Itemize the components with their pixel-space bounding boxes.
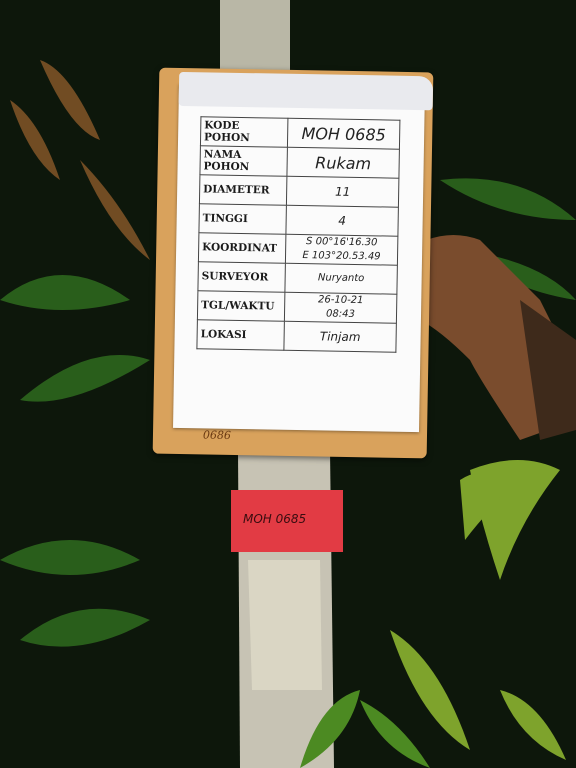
label-kode-pohon: KODE POHON xyxy=(200,117,287,148)
clip xyxy=(179,72,434,110)
value-nama-pohon: Rukam xyxy=(287,147,399,178)
table-row xyxy=(199,204,398,236)
label-tinggi: TINGGI xyxy=(199,204,286,235)
tgl-date: 26-10-21 xyxy=(317,294,364,307)
table-row xyxy=(199,175,398,207)
label-surveyor: SURVEYOR xyxy=(198,262,285,293)
label-tgl-waktu: TGL/WAKTU xyxy=(197,291,284,322)
label-diameter: DIAMETER xyxy=(199,175,286,206)
board-marking: 0686 xyxy=(202,428,232,442)
tgl-time: 08:43 xyxy=(326,308,356,320)
table-row xyxy=(200,117,399,149)
koordinat-lon: E 103°20.53.49 xyxy=(302,250,381,263)
value-diameter: 11 xyxy=(286,176,398,207)
tree-data-table xyxy=(196,116,400,352)
table-row xyxy=(198,233,397,265)
table-row xyxy=(197,320,396,352)
value-koordinat xyxy=(285,234,397,265)
label-nama-pohon: NAMA POHON xyxy=(200,146,287,177)
label-lokasi: LOKASI xyxy=(197,320,284,351)
value-tgl-waktu xyxy=(284,292,396,323)
data-sheet xyxy=(173,84,425,432)
value-kode-pohon: MOH 0685 xyxy=(287,118,399,149)
table-row xyxy=(198,262,397,294)
label-koordinat: KOORDINAT xyxy=(198,233,285,264)
value-surveyor: Nuryanto xyxy=(285,263,397,294)
koordinat-lat: S 00°16'16.30 xyxy=(306,236,378,249)
tree-tag-text: MOH 0685 xyxy=(243,512,307,526)
table-row xyxy=(200,146,399,178)
value-tinggi: 4 xyxy=(286,205,398,236)
value-lokasi: Tinjam xyxy=(284,321,396,352)
table-row xyxy=(197,291,396,323)
tree-tag xyxy=(231,490,343,552)
